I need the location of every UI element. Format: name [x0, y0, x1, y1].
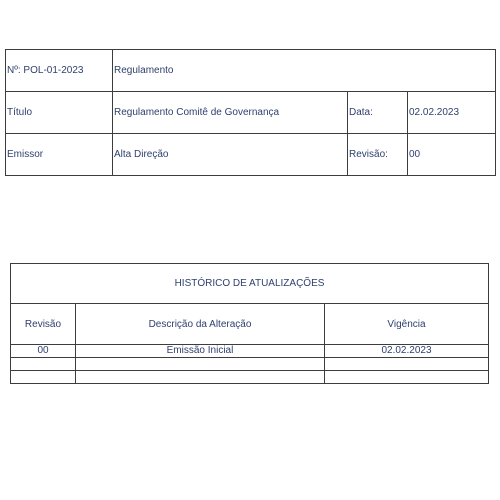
document-header-table — [5, 49, 496, 176]
row-effective-date — [325, 371, 489, 384]
revision-label: Revisão: — [348, 134, 408, 176]
history-column-headers — [11, 304, 489, 345]
row-revision — [11, 358, 76, 371]
row-effective-date: 02.02.2023 — [325, 345, 489, 358]
issuer-value: Alta Direção — [113, 134, 348, 176]
table-row — [11, 345, 489, 358]
row-effective-date — [325, 358, 489, 371]
revision-value: 00 — [408, 134, 496, 176]
column-header-effective-date: Vigência — [325, 304, 489, 345]
document-number: Nº: POL-01-2023 — [6, 50, 113, 92]
issuer-label: Emissor — [6, 134, 113, 176]
table-row — [11, 358, 489, 371]
header-row-title — [6, 92, 496, 134]
title-label: Título — [6, 92, 113, 134]
history-title: HISTÓRICO DE ATUALIZAÇÕES — [11, 264, 489, 304]
row-description — [76, 358, 325, 371]
row-revision: 00 — [11, 345, 76, 358]
row-description — [76, 371, 325, 384]
date-label: Data: — [348, 92, 408, 134]
title-value: Regulamento Comitê de Governança — [113, 92, 348, 134]
document-type: Regulamento — [113, 50, 496, 92]
row-revision — [11, 371, 76, 384]
row-description: Emissão Inicial — [76, 345, 325, 358]
date-value: 02.02.2023 — [408, 92, 496, 134]
header-row-number — [6, 50, 496, 92]
header-row-issuer — [6, 134, 496, 176]
table-row — [11, 371, 489, 384]
column-header-description: Descrição da Alteração — [76, 304, 325, 345]
column-header-revision: Revisão — [11, 304, 76, 345]
history-title-row — [11, 264, 489, 304]
revision-history-table — [10, 263, 489, 384]
